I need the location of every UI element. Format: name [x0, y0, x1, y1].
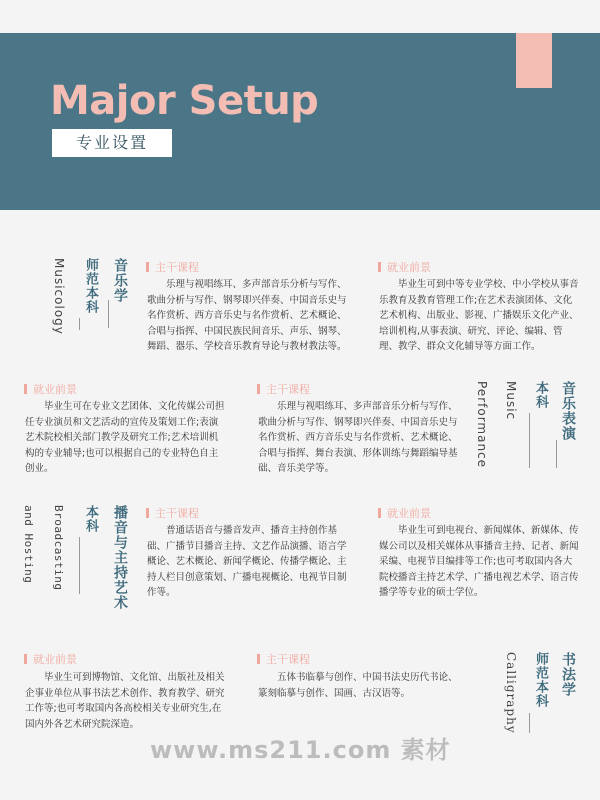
major-english-line1: Broadcasting: [52, 505, 65, 591]
major-name-calligraphy: 书法学: [560, 652, 576, 697]
career-heading: 就业前景: [378, 505, 431, 521]
page-title: Major Setup: [50, 78, 319, 124]
divider-line: [529, 713, 530, 733]
major-english: Musicology: [52, 258, 66, 335]
major-english-line2: Performance: [475, 381, 489, 469]
divider-line: [556, 440, 557, 468]
major-name-performance: 音乐表演: [560, 381, 576, 441]
heading-bar-icon: [146, 262, 149, 272]
divider-line: [108, 300, 109, 328]
divider-line: [79, 537, 80, 594]
core-courses-text: 乐理与视唱练耳、多声部音乐分析与写作、歌曲分析与写作、钢琴即兴伴奏、中国音乐史与名作赏析、西方音乐史与名作赏析、艺术概论、合唱与指挥、舞台表演、形体训练与舞蹈编导基础、音乐美学等。: [258, 401, 458, 474]
core-courses-heading: 主干课程: [146, 505, 199, 521]
career-heading: 就业前景: [24, 651, 77, 667]
major-name-broadcasting: 播音与主持艺术: [112, 505, 128, 610]
core-courses-heading: 主干课程: [146, 259, 199, 275]
career-text: 毕业生可到中等专业学校、中小学校从事音乐教育及教育管理工作;在艺术表演团体、文化艺术机构、出版业、影视、广播娱乐文化产业、培训机构,从事表演、研究、评论、编辑、管理、教学、群众文化辅导等方面工作。: [379, 279, 579, 352]
page-subtitle: 专业设置: [75, 133, 148, 152]
heading-bar-icon: [257, 654, 260, 664]
major-degree: 师范本科: [533, 652, 548, 708]
career-text: 毕业生可在专业文艺团体、文化传媒公司担任专业演员和文艺活动的宣传及策划工作;表演艺术院校相关部门教学及研究工作;艺术培训机构的专业辅导;也可以根据自己的专业特色自主创业。: [25, 401, 225, 474]
major-degree: 本科: [533, 381, 548, 409]
watermark: www.ms211.com 素材: [150, 736, 451, 764]
core-courses-text: 普通话语音与播音发声、播音主持创作基础、广播节目播音主持、文艺作品演播、语言学概论、艺术概论、新闻学概论、传播学概论、主持人栏目创意策划、广播电视概论、电视节目制作等。: [147, 525, 347, 598]
subtitle-box: [52, 129, 172, 157]
core-courses-text: 五体书临摹与创作、中国书法史历代书论、篆刻临摹与创作、国画、古汉语等。: [258, 672, 458, 699]
career-heading: 就业前景: [24, 381, 77, 397]
heading-bar-icon: [257, 384, 260, 394]
heading-bar-icon: [24, 384, 27, 394]
heading-bar-icon: [24, 654, 27, 664]
heading-bar-icon: [378, 262, 381, 272]
career-text: 毕业生可到博物馆、文化馆、出版社及相关企事业单位从事书法艺术创作、教育教学、研究工作等;也可考取国内各高校相关专业研究生,在国内外各艺术研究院深造。: [25, 672, 225, 730]
decorative-block: [516, 33, 552, 88]
divider-line: [79, 318, 80, 330]
major-degree: 本科: [83, 505, 98, 533]
heading-bar-icon: [378, 508, 381, 518]
major-name-musicology: 音乐学: [112, 258, 128, 303]
major-english: Calligraphy: [504, 652, 518, 734]
major-english-line2: and Hosting: [22, 505, 35, 584]
core-courses-heading: 主干课程: [257, 381, 310, 397]
career-heading: 就业前景: [378, 259, 431, 275]
core-courses-text: 乐理与视唱练耳、多声部音乐分析与写作、歌曲分析与写作、钢琴即兴伴奏、中国音乐史与名作赏析、西方音乐史与名作赏析、艺术概论、合唱与指挥、中国民族民间音乐、声乐、钢琴、舞蹈、器乐、学校音乐教育导论与教材教法等。: [147, 279, 347, 352]
major-english-line1: Music: [504, 381, 518, 421]
heading-bar-icon: [146, 508, 149, 518]
career-text: 毕业生可到电视台、新闻媒体、新媒体、传媒公司以及相关媒体从事播音主持、记者、新闻采编、电视节目编排等工作;也可考取国内各大院校播音主持艺术学、广播电视艺术学、语言传播学等专业的硕士学位。: [379, 525, 579, 598]
divider-line: [529, 413, 530, 468]
major-degree: 师范本科: [83, 258, 98, 314]
core-courses-heading: 主干课程: [257, 651, 310, 667]
